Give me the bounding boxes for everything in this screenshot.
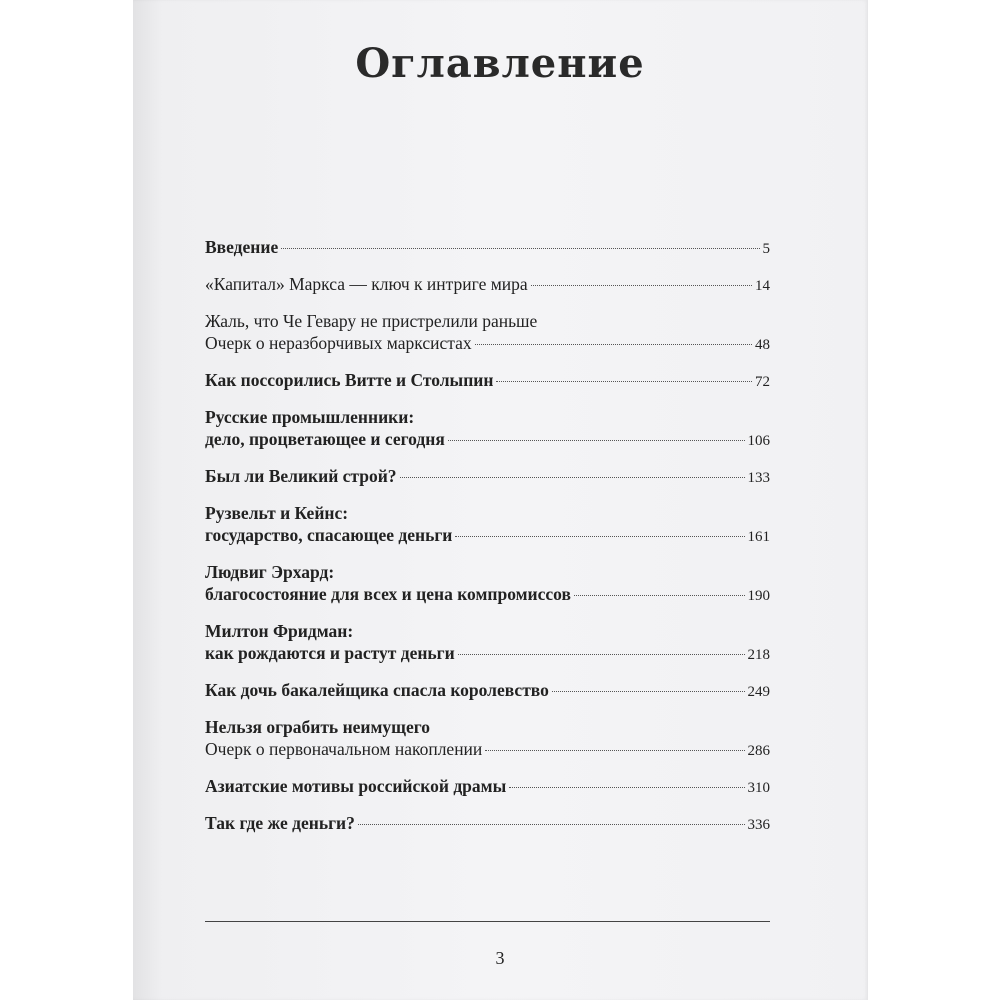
toc-entry [205, 406, 770, 452]
toc-line-text: Нельзя ограбить неимущего [205, 717, 430, 737]
toc-line [205, 369, 770, 393]
toc-page-number: 218 [747, 647, 770, 663]
dot-leader [496, 381, 752, 382]
toc-page-number: 106 [747, 433, 770, 449]
toc-entry [205, 310, 770, 356]
toc-line [205, 310, 770, 332]
dot-leader [574, 595, 745, 596]
dot-leader [458, 654, 745, 655]
toc-line-text: Азиатские мотивы российской драмы [205, 776, 507, 796]
toc-line [205, 465, 770, 489]
toc-entry [205, 812, 770, 836]
toc-line-text: «Капитал» Маркса — ключ к интриге мира [205, 274, 528, 294]
toc-line [205, 679, 770, 703]
toc-page-number: 310 [747, 780, 770, 796]
toc-line-text: как рождаются и растут деньги [205, 643, 455, 663]
toc-entry [205, 679, 770, 703]
toc-line-text: Жаль, что Че Гевару не пристрелили раньше [205, 311, 538, 331]
table-of-contents [205, 236, 770, 849]
toc-line [205, 561, 770, 583]
toc-line [205, 716, 770, 738]
dot-leader [281, 248, 759, 249]
dot-leader [509, 787, 744, 788]
toc-line [205, 775, 770, 799]
toc-entry [205, 716, 770, 762]
toc-line-text: Был ли Великий строй? [205, 466, 397, 486]
dot-leader [552, 691, 745, 692]
page-title: Оглавление [355, 40, 645, 87]
toc-page-number: 249 [747, 684, 770, 700]
toc-line-text: дело, процветающее и сегодня [205, 429, 445, 449]
toc-page-number: 336 [747, 817, 770, 833]
page-number: 3 [495, 948, 505, 968]
toc-line [205, 332, 770, 356]
toc-entry [205, 561, 770, 607]
toc-line-text: Людвиг Эрхард: [205, 562, 335, 582]
toc-page-number: 48 [755, 337, 770, 353]
toc-line-text: Как дочь бакалейщика спасла королевство [205, 680, 549, 700]
dot-leader [531, 285, 752, 286]
toc-line-text: Как поссорились Витте и Столыпин [205, 370, 494, 390]
dot-leader [358, 824, 745, 825]
toc-page-number: 190 [747, 588, 770, 604]
toc-line-text: благосостояние для всех и цена компромиссов [205, 584, 571, 604]
toc-entry [205, 236, 770, 260]
toc-line [205, 502, 770, 524]
toc-line-text: Русские промышленники: [205, 407, 415, 427]
toc-line [205, 524, 770, 548]
toc-line [205, 428, 770, 452]
dot-leader [448, 440, 745, 441]
toc-line [205, 620, 770, 642]
toc-line-text: Рузвельт и Кейнс: [205, 503, 349, 523]
toc-entry [205, 502, 770, 548]
toc-page-number: 72 [755, 374, 770, 390]
toc-page-number: 14 [755, 278, 770, 294]
toc-page-number: 286 [747, 743, 770, 759]
toc-line-text: Введение [205, 237, 279, 257]
toc-entry [205, 465, 770, 489]
dot-leader [455, 536, 744, 537]
toc-line-text: государство, спасающее деньги [205, 525, 453, 545]
dot-leader [485, 750, 744, 751]
toc-page-number: 133 [747, 470, 770, 486]
toc-line-text: Так где же деньги? [205, 813, 355, 833]
toc-entry [205, 620, 770, 666]
dot-leader [400, 477, 745, 478]
toc-entry [205, 273, 770, 297]
toc-entry [205, 369, 770, 393]
toc-entry [205, 775, 770, 799]
toc-line [205, 738, 770, 762]
toc-line [205, 236, 770, 260]
toc-line [205, 406, 770, 428]
toc-line-text: Милтон Фридман: [205, 621, 354, 641]
toc-line [205, 273, 770, 297]
toc-line [205, 812, 770, 836]
toc-page-number: 5 [762, 241, 770, 257]
footer-rule [205, 921, 770, 922]
toc-page-number: 161 [747, 529, 770, 545]
toc-line [205, 583, 770, 607]
toc-line [205, 642, 770, 666]
dot-leader [475, 344, 752, 345]
toc-line-text: Очерк о первоначальном накоплении [205, 739, 483, 759]
toc-line-text: Очерк о неразборчивых марксистах [205, 333, 472, 353]
